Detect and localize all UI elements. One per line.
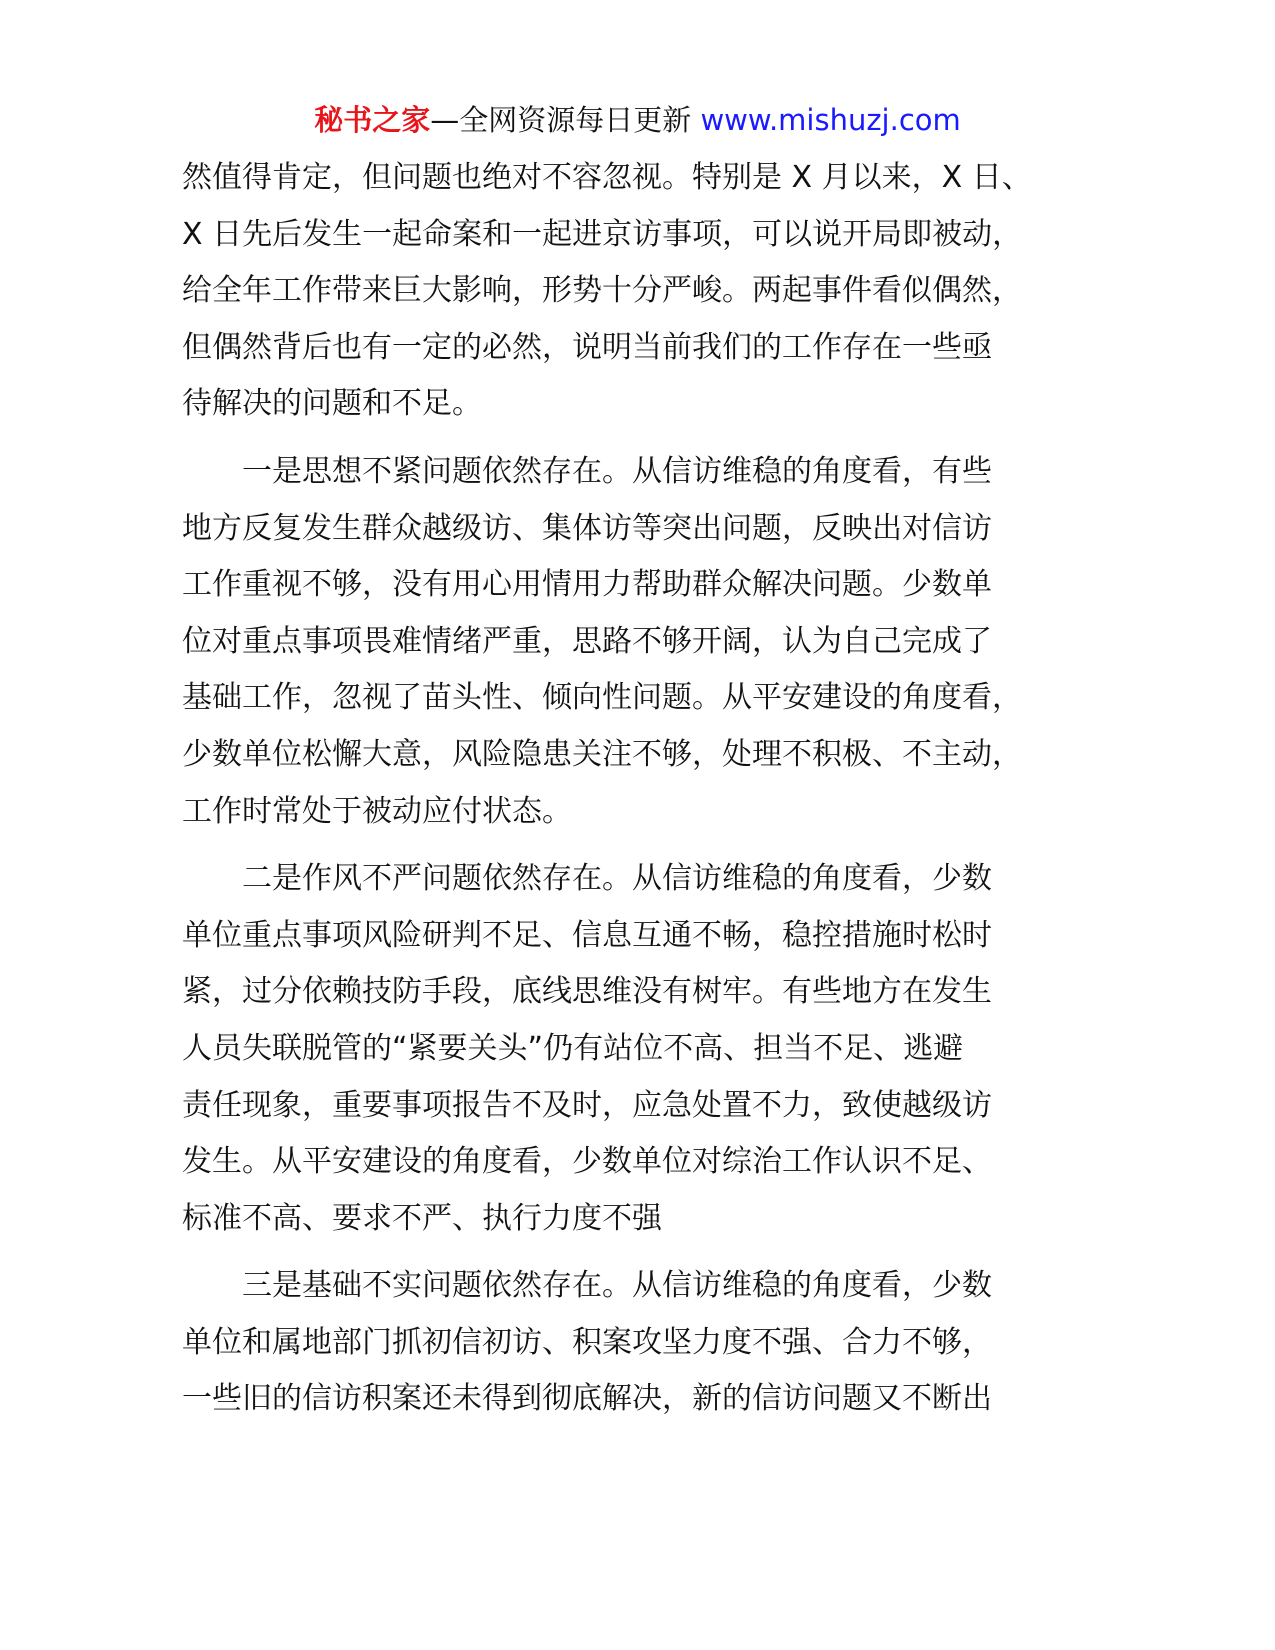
site-url-link[interactable]: www.mishuzj.com (700, 103, 961, 137)
text-line: 位对重点事项畏难情绪严重，思路不够开阔，认为自己完成了 (182, 623, 992, 659)
site-tagline: —全网资源每日更新 (430, 103, 701, 137)
paragraph-thinking (182, 444, 1082, 840)
text-line: 发生。从平安建设的角度看，少数单位对综治工作认识不足、 (182, 1144, 992, 1180)
paragraph-continuation (182, 150, 1082, 433)
text-line: 少数单位松懈大意，风险隐患关注不够，处理不积极、不主动， (182, 736, 1022, 772)
text-line: 工作时常处于被动应付状态。 (182, 793, 572, 829)
text-line: 二是作风不严问题依然存在。从信访维稳的角度看，少数 (242, 861, 992, 897)
text-line: 地方反复发生群众越级访、集体访等突出问题，反映出对信访 (182, 510, 992, 546)
document-body (182, 150, 1082, 1428)
text-line: 单位和属地部门抓初信初访、积案攻坚力度不强、合力不够， (182, 1324, 992, 1360)
paragraph-style (182, 851, 1082, 1247)
text-line: X 日先后发生一起命案和一起进京访事项，可以说开局即被动， (182, 216, 1023, 252)
text-line: 一些旧的信访积案还未得到彻底解决，新的信访问题又不断出 (182, 1381, 992, 1417)
text-line: 责任现象，重要事项报告不及时，应急处置不力，致使越级访 (182, 1087, 992, 1123)
text-line: 紧，过分依赖技防手段，底线思维没有树牢。有些地方在发生 (182, 974, 992, 1010)
text-line: 单位重点事项风险研判不足、信息互通不畅，稳控措施时松时 (182, 917, 992, 953)
text-line: 然值得肯定，但问题也绝对不容忽视。特别是 X 月以来，X 日、 (182, 160, 1032, 195)
text-line: 给全年工作带来巨大影响，形势十分严峻。两起事件看似偶然， (182, 273, 1022, 309)
paragraph-foundation (182, 1258, 1082, 1428)
text-line: 一是思想不紧问题依然存在。从信访维稳的角度看，有些 (242, 453, 992, 489)
text-line: 待解决的问题和不足。 (182, 386, 482, 422)
site-brand: 秘书之家 (314, 103, 431, 137)
text-line: 但偶然背后也有一定的必然，说明当前我们的工作存在一些亟 (182, 329, 992, 365)
text-line: 基础工作，忽视了苗头性、倾向性问题。从平安建设的角度看， (182, 680, 1022, 716)
text-line: 标准不高、要求不严、执行力度不强 (182, 1200, 662, 1236)
text-line: 三是基础不实问题依然存在。从信访维稳的角度看，少数 (242, 1268, 992, 1304)
text-line: 工作重视不够，没有用心用情用力帮助群众解决问题。少数单 (182, 567, 992, 603)
page-header (0, 98, 1275, 142)
text-line: 人员失联脱管的“紧要关头”仍有站位不高、担当不足、逃避 (182, 1030, 964, 1066)
